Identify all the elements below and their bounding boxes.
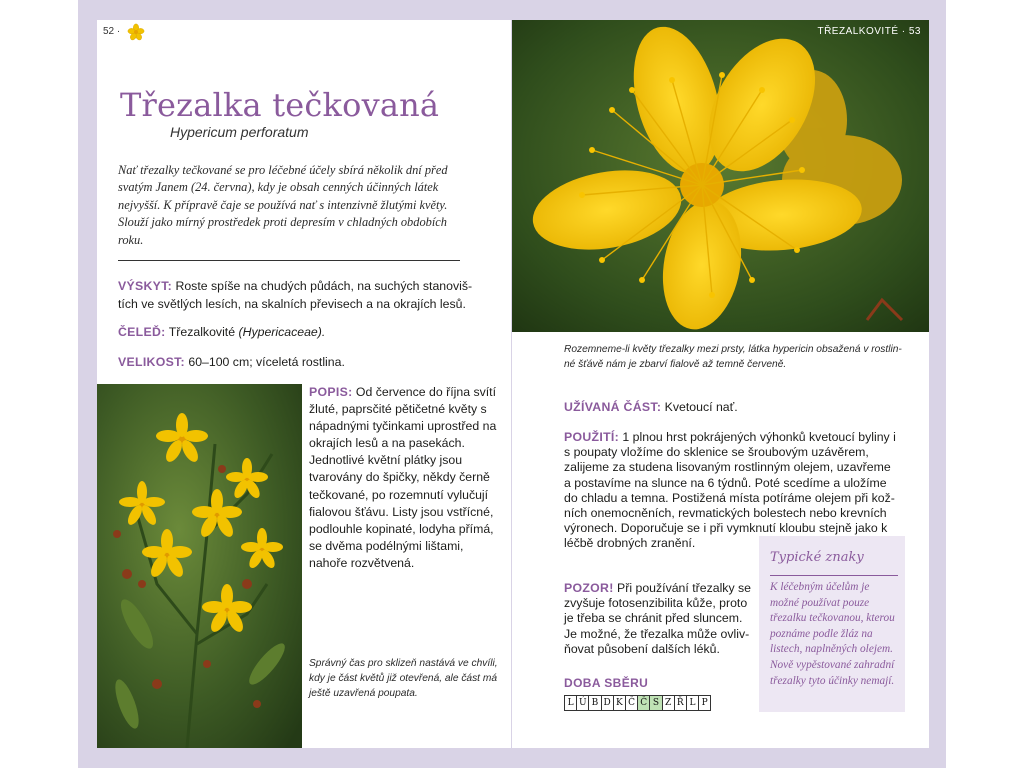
month-cell: P — [701, 698, 708, 708]
pouziti-text: 1 plnou hrst pokrájených výhonků kvetoucí byliny i s poupaty vložíme do sklenice se šroubovým uzávěrem, zalijeme za studena lisovaným rostlinným olejem, uzavřeme a postavíme na slunce na 6 týdnů. Poté scedíme a uložíme do chladu a temna. Postižená místa potíráme olejem při kožních onemocněních, revmatických bolestech nebo krevních výronech. Doporučuje se i při vymknutí kloubu stejně jako k léčbě drobných zranění. — [564, 430, 896, 551]
month-cell: Č — [638, 696, 650, 710]
pouziti-paragraph — [564, 430, 899, 552]
photo-caption-right: Rozemneme-li květy třezalky mezi prsty, látka hypericin obsažená v rostlinné šťávě nám je zbarví fialově až temně červeně. — [564, 344, 902, 370]
box-divider — [770, 575, 898, 576]
book-frame-right — [929, 0, 946, 768]
box-text: K léčebným účelům je možné používat pouze třezalku tečkovanou, kterou poznáme podle žláz na listech, naplněných olejem. Nově vypěstované zahradní třezalky tyto účinky nemají. — [770, 581, 895, 687]
vyskyt-paragraph — [118, 278, 478, 313]
divider — [118, 260, 460, 261]
velikost-text: 60–100 cm; víceletá rostlina. — [184, 355, 345, 369]
popis-paragraph — [309, 384, 504, 572]
flower-photo — [512, 20, 929, 332]
month-cell: Ú — [577, 696, 589, 710]
month-cell: L — [565, 696, 577, 710]
latin-name: Hypericum perforatum — [170, 124, 309, 140]
box-title: Typické znaky — [770, 550, 864, 565]
month-cell: Ř — [675, 696, 687, 710]
celed-label: ČELEĎ: — [118, 325, 166, 339]
typicke-znaky-box — [759, 536, 905, 712]
pozor-text: Při používání třezalky se zvyšuje fotosenzibilita kůže, proto je třeba se chránit před sluncem. Je možné, že třezalka může ovlivňovat působení dalších léků. — [564, 581, 751, 656]
month-cell: S — [650, 696, 662, 710]
flower-icon — [127, 23, 145, 41]
celed-paragraph — [118, 324, 478, 342]
uzivana-cast-text: Kvetoucí nať. — [661, 400, 738, 414]
month-cell: Č — [626, 696, 638, 710]
popis-label: POPIS: — [309, 385, 353, 399]
uzivana-cast-paragraph — [564, 400, 904, 415]
intro-paragraph: Nať třezalky tečkované se pro léčebné účely sbírá několik dní před svatým Janem (24. června), kdy je obsah cenných účinných látek nejvyšší. K přípravě čaje se používá nať s intenzivně žlutými květy. Slouží jako mírný prostředek proti depresím v chladných obdobích roku. — [118, 163, 448, 247]
pozor-label: POZOR! — [564, 581, 614, 595]
right-page — [512, 20, 929, 748]
velikost-paragraph — [118, 354, 478, 372]
book-frame-bottom — [78, 748, 946, 768]
page-title: Třezalka tečkovaná — [120, 86, 440, 124]
month-cell: L — [687, 696, 699, 710]
popis-text: Od července do října svítí žluté, paprsčité pětičetné květy s nápadnými tyčinkami uprostřed na okrajích lesů a na pasekách. Jednotlivé květní plátky jsou tvarovány do špičky, někdy černě tečkované, po rozemnutí vylučují fialovou šťávu. Listy jsou vstřícné, podlouhle kopinaté, lodyha přímá, se dvěma podélnými lištami, nahoře rozvětvená. — [309, 385, 497, 570]
book-frame-left — [78, 0, 97, 768]
month-cell: K — [614, 696, 626, 710]
harvest-months-strip — [564, 695, 711, 711]
celed-latin: (Hypericaceae). — [238, 325, 326, 339]
pouziti-label: POUŽITÍ: — [564, 430, 619, 444]
page-number-left: 52 · — [103, 26, 121, 37]
celed-text: Třezalkovité — [165, 325, 239, 339]
pozor-paragraph — [564, 581, 752, 657]
plant-photo — [97, 384, 302, 748]
velikost-label: VELIKOST: — [118, 355, 185, 369]
book-frame-top — [78, 0, 946, 20]
month-cell: D — [602, 696, 614, 710]
month-cell: B — [589, 696, 601, 710]
harvest-time-title: DOBA SBĚRU — [564, 676, 649, 690]
vyskyt-label: VÝSKYT: — [118, 279, 173, 293]
month-cell: Z — [663, 696, 675, 710]
page-number-right: TŘEZALKOVITÉ · 53 — [817, 26, 921, 37]
left-page — [97, 20, 511, 748]
photo-caption-left: Správný čas pro sklizeň nastává ve chvíli, kdy je část květů již otevřená, ale část má ještě uzavřená poupata. — [309, 658, 498, 699]
uzivana-cast-label: UŽÍVANÁ ČÁST: — [564, 400, 662, 414]
vyskyt-text: Roste spíše na chudých půdách, na suchých stanovištích ve světlých lesích, na skalních převisech a na okrajích lesů. — [118, 279, 473, 311]
